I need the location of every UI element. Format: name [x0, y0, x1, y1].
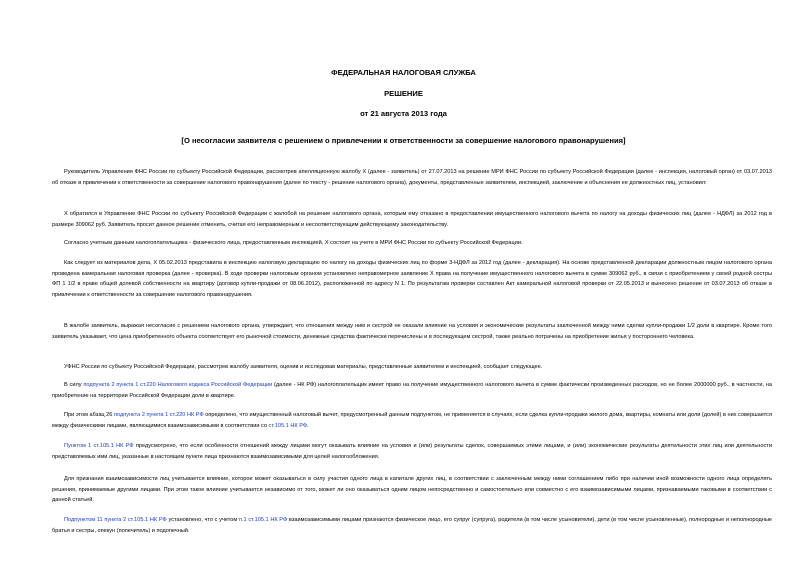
text-fragment: установлено, что с учетом [166, 517, 239, 523]
paragraph-influence: Для признания взаимозависимости лиц учитывается влияние, которое может оказываться в силу участия одного лица в капитале других лиц, в соответствии с заключенным между ними соглашением либо при наличии иной возможности одного лица определять решения, принимаемые другими лицами. При этом такое влияние учитывается независимо от того, может ли оно оказываться одним лицом непосредственно и самостоятельно или совместно с его взаимозависимыми лицами, признаваемыми таковыми в соответствии с данной статьей. [52, 476, 772, 504]
paragraph-appeal-arguments: В жалобе заявитель, выражая несогласие с решением налогового органа, утверждает, что отношения между ним и сестрой не оказали влияние на условия и экономические результаты заключенной между ними сделки купли-продажи 1/2 доли в квартире. Кроме того заявитель указывает, что цена приобретенного объекта соответствует его рыночной стоимости, денежные средства фактически перечислены и в последующем сестрой, также реально потрачены на приобретение жилья у постороннего человека. [52, 323, 772, 340]
paragraph-complaint: Х обратился в Управление ФНС России по субъекту Российской Федерации с жалобой на решение налогового органа, которым ему отказано в предоставлении имущественного налогового вычета по налогу на доходы физических лиц (далее - НДФЛ) за 2012 год в размере 309062 руб. Заявитель просит данное решение отменить, считая его неправомерным и несоответствующим действующему законодательству. [52, 211, 772, 228]
law-link-article-105-1[interactable]: ст.105.1 НК РФ [268, 422, 308, 429]
law-link-p1-article-105-1[interactable]: п.1 ст.105.1 НК РФ [238, 517, 288, 523]
paragraph-review: УФНС России по субъекту Российской Федерации, рассмотрев жалобу заявителя, оценив и исследовав материалы, представленные заявителем и инспекцией, сообщает следующее. [64, 364, 543, 370]
text-fragment: определено, что имущественный налоговый вычет, предусмотренный данным подпунктом, не применяется в случаях, если сделка купли-продажи жилого дома, квартиры, комнаты или доли (долей) в них совершается между физическими лицами, являющимися взаимозависимыми в соответствии со [52, 412, 772, 429]
text-fragment: . [307, 422, 309, 429]
document-type: РЕШЕНИЕ [384, 89, 423, 98]
paragraph-registration: Согласно учетным данным налогоплательщика - физического лица, предоставленным инспекцией, Х состоит на учете в МРИ ФНС России по субъекту Российской Федерации. [64, 240, 523, 246]
paragraph-interdependence-definition [52, 441, 772, 462]
document-date: от 21 августа 2013 года [360, 109, 447, 118]
text-fragment: При этом абзац 26 [64, 412, 114, 418]
law-link-subparagraph-11[interactable]: Подпунктом 11 пункта 2 ст.105.1 НК РФ [64, 517, 167, 523]
paragraph-related-persons [52, 515, 772, 536]
text-fragment: взаимозависимыми лицами признаются физическое лицо, его супруг (супруга), родители (в том числе усыновители), дети (в том числе усыновленные), полнородные и неполнородные братья и сестры, опекун (попечитель) и подопечный. [52, 517, 772, 534]
paragraph-exception [52, 410, 772, 431]
law-link-point-1-article-105-1[interactable]: Пунктом 1 ст.105.1 НК РФ [64, 443, 134, 449]
agency-title: ФЕДЕРАЛЬНАЯ НАЛОГОВАЯ СЛУЖБА [331, 68, 476, 77]
text-fragment: предусмотрено, что если особенности отношений между лицами могут оказывать влияние на условия и (или) результаты сделок, совершаемых этими лицами, и (или) экономические результаты деятельности этих лиц или деятельности представляемых ими лиц, указанные в настоящем пункте лица признаются взаимозависимыми для целей налогообложения. [52, 443, 772, 460]
text-fragment: В силу [64, 382, 84, 388]
paragraph-article-220 [52, 380, 772, 401]
law-link-article-220[interactable]: подпункта 2 пункта 1 ст.220 Налогового кодекса Российской Федерации [83, 382, 273, 388]
paragraph-case-facts: Как следует из материалов дела, Х 05.02.2013 представила в инспекцию налоговую декларацию по налогу на доходы физических лиц по форме 3-НДФЛ за 2012 год (далее - декларация). На основе представленной декларации должностным лицом налогового органа проведена камеральная налоговая проверка (далее - проверка). В ходе проверки налоговым органом установлено неправомерное заявление Х права на получение имущественного налогового вычета в сумме 309062 руб., в связи с приобретением у своей родной сестры ФП 1 1/2 в праве общей долевой собственности на квартиру (договор купли-продажи от 08.06.2012), расположенной по адресу N 1. По результатам проверки составлен Акт камеральной налоговой проверки от 22.05.2013 и вынесено решение от 03.07.2013 об отказе в привлечении к ответственности за совершение налогового правонарушения. [52, 260, 772, 298]
document-subject: [О несогласии заявителя с решением о привлечении к ответственности за совершение налогового правонарушения] [181, 136, 626, 145]
law-link-subparagraph-2[interactable]: подпункта 2 пункта 1 ст.220 НК РФ [113, 412, 204, 418]
paragraph-intro: Руководитель Управления ФНС России по субъекту Российской Федерации, рассмотрев апелляционную жалобу Х (далее - заявитель) от 27.07.2013 на решение МРИ ФНС России по субъекту Российской Федерации (далее - инспекция, налоговый орган) от 03.07.2013 об отказе в привлечении к ответственности за совершение налогового правонарушения (далее по тексту - решение налогового органа), документы, представленные заявителем, инспекцией, заключение и объяснения ее должностных лиц, установил: [52, 169, 772, 186]
text-fragment: (далее - НК РФ) налогоплательщик имеет право на получение имущественного налогового вычета в сумме фактически произведенных расходов, но не более 2000000 руб., в частности, на приобретение на территории Российской Федерации доли в квартире. [52, 382, 773, 399]
